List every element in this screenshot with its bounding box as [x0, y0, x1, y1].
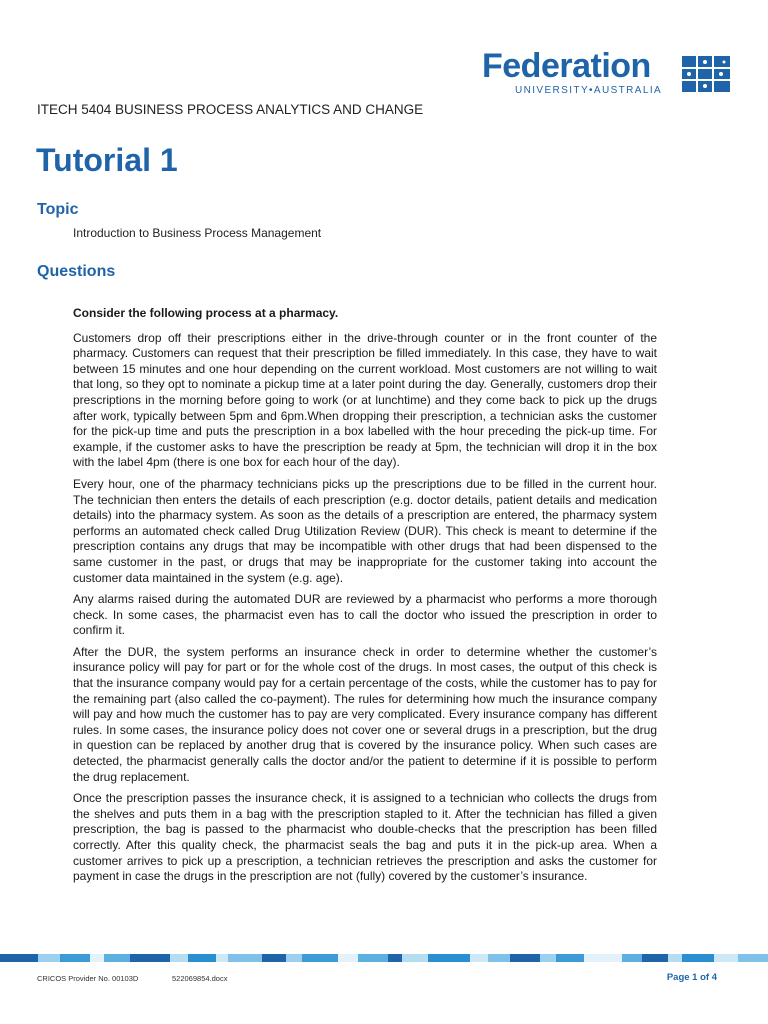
stripe-segment — [130, 954, 170, 962]
stripe-segment — [488, 954, 510, 962]
paragraph-3: Any alarms raised during the automated DUR are reviewed by a pharmacist who performs a more thorough check. In some cases, the pharmacist even has to call the doctor who issued the prescription in order to confirm it. — [73, 592, 657, 638]
document-filename: 522069854.docx — [172, 974, 228, 983]
stripe-segment — [170, 954, 188, 962]
questions-heading: Questions — [37, 263, 116, 280]
logo-wordmark: Federation — [482, 47, 651, 85]
stripe-segment — [90, 954, 104, 962]
stripe-segment — [668, 954, 682, 962]
stripe-segment — [228, 954, 262, 962]
footer-stripe — [0, 954, 768, 962]
stripe-segment — [0, 954, 38, 962]
federation-flag-icon — [680, 54, 732, 94]
stripe-segment — [622, 954, 642, 962]
stripe-segment — [584, 954, 622, 962]
stripe-segment — [556, 954, 584, 962]
stripe-segment — [338, 954, 358, 962]
stripe-segment — [104, 954, 130, 962]
stripe-segment — [216, 954, 228, 962]
topic-text: Introduction to Business Process Management — [73, 226, 322, 240]
questions-body — [73, 306, 657, 891]
questions-lead: Consider the following process at a pharmacy. — [73, 306, 339, 320]
stripe-segment — [388, 954, 402, 962]
stripe-segment — [188, 954, 216, 962]
stripe-segment — [682, 954, 714, 962]
stripe-segment — [402, 954, 428, 962]
stripe-segment — [738, 954, 768, 962]
stripe-segment — [510, 954, 540, 962]
page-number: Page 1 of 4 — [666, 972, 717, 983]
stripe-segment — [642, 954, 668, 962]
stripe-segment — [358, 954, 388, 962]
cricos-provider: CRICOS Provider No. 00103D — [37, 974, 139, 983]
topic-heading: Topic — [37, 201, 79, 218]
stripe-segment — [470, 954, 488, 962]
stripe-segment — [60, 954, 90, 962]
stripe-segment — [428, 954, 470, 962]
paragraph-4: After the DUR, the system performs an insurance check in order to determine whether the customer’s insurance policy will pay for part or for the whole cost of the drugs. In most cases, the output of this check is that the insurance company would pay for a certain percentage of the costs, while the customer has to pay for the remaining part (also called the co-payment). The rules for determining how much the insurance company will pay and how much the customer has to pay are very complicated. Every insurance company has different rules. In some cases, the insurance policy does not cover one or several drugs in a prescription, but the drug in question can be replaced by another drug that is covered by the insurance policy. When such cases are detected, the pharmacist generally calls the doctor and/or the patient to determine if it is possible to perform the drug replacement. — [73, 644, 657, 784]
stripe-segment — [714, 954, 738, 962]
course-code-heading: ITECH 5404 BUSINESS PROCESS ANALYTICS AND CHANGE — [37, 102, 424, 117]
stripe-segment — [262, 954, 286, 962]
federation-logo — [480, 46, 736, 100]
stripe-segment — [540, 954, 556, 962]
paragraph-2: Every hour, one of the pharmacy technicians picks up the prescriptions due to be filled in the current hour. The technician then enters the details of each prescription (e.g. doctor details, patient details and medication details) into the pharmacy system. As soon as the details of a prescription are entered, the pharmacy system performs an automated check called Drug Utilization Review (DUR). This check is meant to determine if the prescription contains any drugs that may be incompatible with other drugs that had been dispensed to the same customer in the past, or drugs that may be inappropriate for the customer taking into account the customer data maintained in the system (e.g. age). — [73, 476, 657, 585]
paragraph-5: Once the prescription passes the insurance check, it is assigned to a technician who collects the drugs from the shelves and puts them in a bag with the prescription stapled to it. After the technician has filled a given prescription, the bag is passed to the pharmacist who double-checks that the prescription has been filled correctly. After this quality check, the pharmacist seals the bag and puts it in the pick-up area. When a customer arrives to pick up a prescription, a technician retrieves the prescription and asks the customer for payment in case the drugs in the prescription are not (fully) covered by the customer’s insurance. — [73, 791, 657, 884]
stripe-segment — [286, 954, 302, 962]
stripe-segment — [302, 954, 338, 962]
logo-subtitle: UNIVERSITY•AUSTRALIA — [515, 85, 663, 96]
page-title: Tutorial 1 — [36, 142, 178, 178]
stripe-segment — [38, 954, 60, 962]
paragraph-1: Customers drop off their prescriptions either in the drive-through counter or in the front counter of the pharmacy. Customers can request that their prescription be filled immediately. In this case, they have to wait between 15 minutes and one hour depending on the current workload. Most customers are not willing to wait that long, so they opt to nominate a pickup time at a later point during the day. Generally, customers drop their prescriptions in the morning before going to work (or at lunchtime) and they come back to pick up the drugs after work, typically between 5pm and 6pm.When dropping their prescription, a technician asks the customer for the pick-up time and puts the prescription in a box labelled with the hour preceding the pick-up time. For example, if the customer asks to have the prescription be ready at 5pm, the technician will drop it in the box with the label 4pm (there is one box for each hour of the day). — [73, 330, 657, 470]
